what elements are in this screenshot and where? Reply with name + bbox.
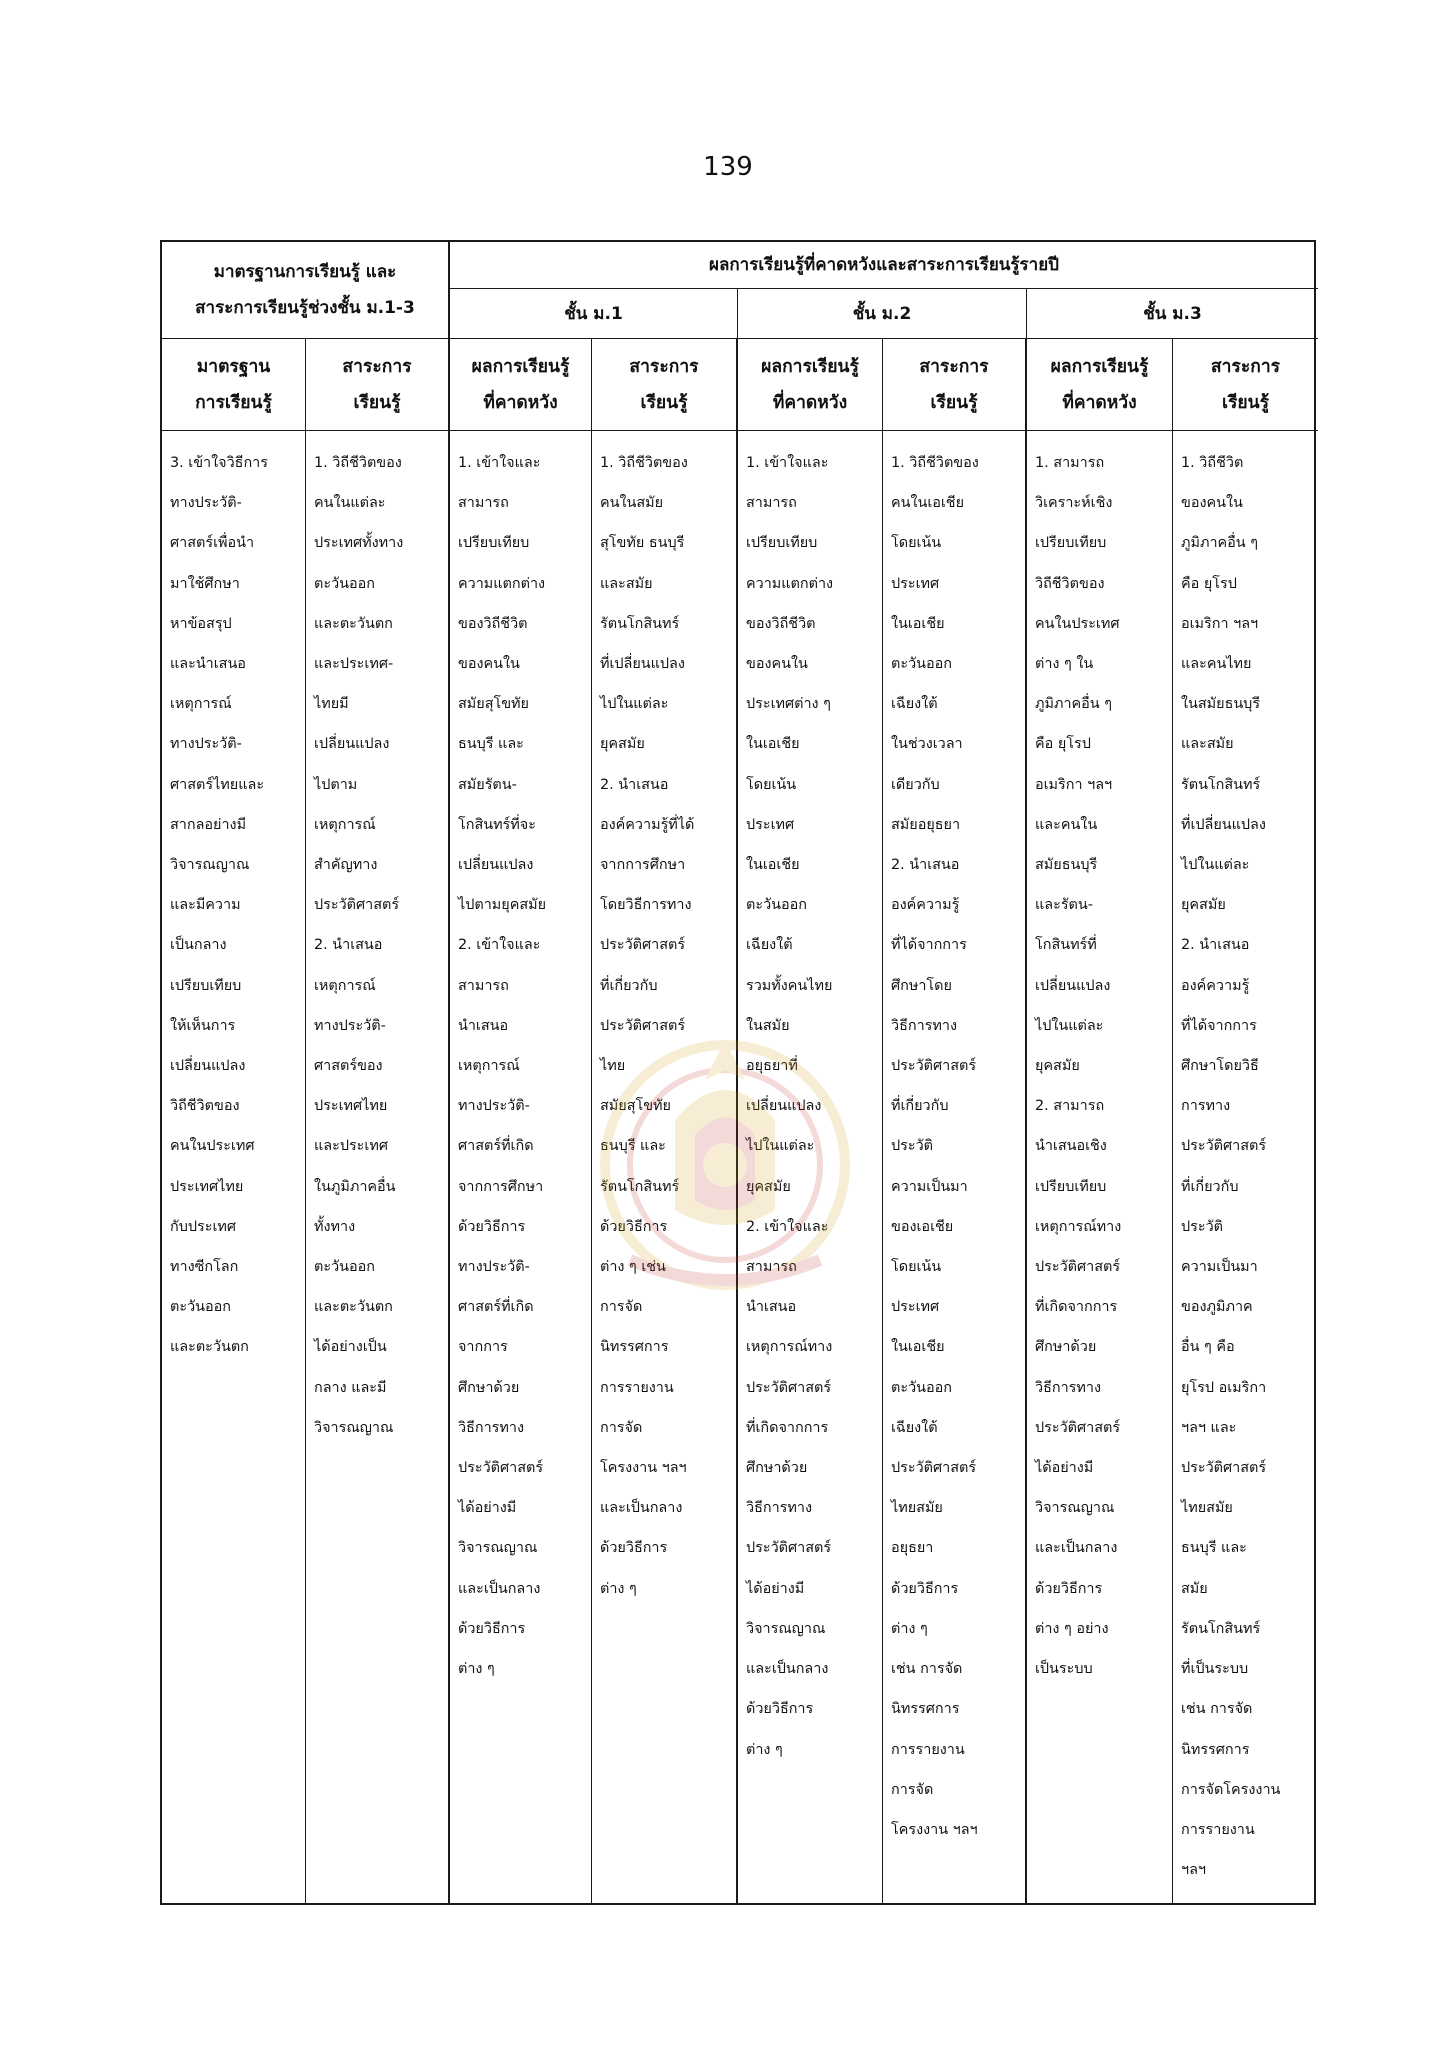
standards-header-line-1: มาตรฐานการเรียนรู้ และ	[213, 262, 397, 282]
cell-text-line: วิจารณญาณ	[1035, 1500, 1115, 1517]
cell-text-line: เฉียงใต้	[891, 1419, 938, 1436]
cell-text-line: ของคนใน	[1181, 495, 1243, 512]
cell-text-line: ต่าง ๆ อย่าง	[1035, 1620, 1109, 1637]
cell-text-line: ต่าง ๆ	[746, 1741, 783, 1758]
cell-text-line: ให้เห็นการ	[170, 1017, 236, 1034]
body-cell-standard	[162, 431, 306, 1903]
cell-text-line: วิจารณญาณ	[314, 1419, 394, 1436]
cell-text-line: การรายงาน	[1181, 1821, 1255, 1838]
subheader-standard	[162, 339, 306, 431]
cell-text-line: ภูมิภาคอื่น ๆ	[1035, 696, 1112, 713]
cell-text-line: ประวัติศาสตร์	[1181, 1138, 1267, 1155]
cell-text-line: การจัด	[891, 1781, 934, 1798]
subheader-line: เรียนรู้	[353, 392, 401, 413]
cell-text-line: และตะวันตก	[314, 1299, 393, 1316]
cell-text-line: นำเสนอ	[458, 1017, 509, 1034]
cell-text-line: ประวัติศาสตร์	[600, 937, 686, 954]
cell-text-line: องค์ความรู้	[891, 897, 960, 914]
cell-text-line: โดยเน้น	[891, 1259, 942, 1276]
grade-header-m2: ชั้น ม.2	[738, 289, 1027, 339]
cell-text-line: การจัด	[600, 1419, 643, 1436]
cell-text-line: เปลี่ยนแปลง	[314, 736, 390, 753]
cell-text-line: อยุธยา	[891, 1540, 934, 1557]
cell-text-line: ฯลฯ และ	[1181, 1419, 1237, 1436]
cell-text-line: และมีความ	[170, 897, 241, 914]
cell-text-line: ประวัติศาสตร์	[314, 897, 400, 914]
cell-text-line: เหตุการณ์	[458, 1058, 520, 1075]
cell-text-line: ต่าง ๆ	[891, 1620, 928, 1637]
cell-text-line: จากการศึกษา	[600, 857, 686, 874]
subheader-line: เรียนรู้	[1222, 392, 1269, 413]
cell-text-line: วิถีชีวิตของ	[1035, 575, 1105, 592]
cell-text-line: จากการ	[458, 1339, 508, 1356]
body-cell-content	[306, 431, 450, 1903]
cell-text-line: ประวัติศาสตร์	[458, 1460, 544, 1477]
cell-text-line: สมัยอยุธยา	[891, 816, 961, 833]
cell-text-line: ด้วยวิธีการ	[891, 1580, 959, 1597]
cell-text-line: รัตนโกสินทร์	[600, 1178, 680, 1195]
cell-text-line: และเป็นกลาง	[458, 1580, 541, 1597]
cell-text-line: ศึกษาด้วย	[1035, 1339, 1097, 1356]
cell-text-line: ความเป็นมา	[1181, 1259, 1258, 1276]
cell-text-line: สำคัญทาง	[314, 857, 378, 874]
cell-text-line: อยุธยาที่	[746, 1058, 798, 1075]
subheader-line: สาระการ	[342, 356, 412, 377]
cell-text-line: โดยเน้น	[746, 776, 797, 793]
cell-text-line: ด้วยวิธีการ	[458, 1218, 526, 1235]
cell-text-line: ด้วยวิธีการ	[746, 1701, 814, 1718]
cell-text-line: ในเอเชีย	[746, 736, 800, 753]
cell-text-line: หาข้อสรุป	[170, 615, 232, 632]
subheader-m3-outcomes	[1027, 339, 1173, 431]
cell-text-line: เปลี่ยนแปลง	[170, 1058, 246, 1075]
cell-text-line: กลาง และมี	[314, 1379, 387, 1396]
cell-text-line: ของวิถีชีวิต	[746, 615, 816, 632]
cell-text-line: เหตุการณ์	[314, 977, 376, 994]
cell-text-line: ทางประวัติ-	[170, 736, 242, 753]
cell-text-line: ที่เปลี่ยนแปลง	[600, 656, 685, 673]
cell-text-line: ยุคสมัย	[1035, 1058, 1080, 1075]
cell-text-line: เฉียงใต้	[746, 937, 793, 954]
cell-text-line: คนในแต่ละ	[314, 495, 386, 512]
cell-text-line: ไทยสมัย	[891, 1500, 943, 1517]
cell-text-line: 2. เข้าใจและ	[746, 1218, 829, 1235]
cell-text-line: เปรียบเทียบ	[170, 977, 242, 994]
cell-text-line: ประวัติศาสตร์	[1035, 1419, 1121, 1436]
cell-text-line: ความแตกต่าง	[458, 575, 546, 592]
cell-text-line: ประวัติศาสตร์	[600, 1017, 686, 1034]
cell-text-line: ไปในแต่ละ	[1181, 857, 1250, 874]
cell-text-line: และรัตน-	[1035, 897, 1093, 914]
cell-text-line: ยุคสมัย	[746, 1178, 791, 1195]
cell-text-line: 1. วิถีชีวิตของ	[600, 455, 688, 471]
subheader-m1-outcomes	[450, 339, 592, 431]
cell-text-line: มาใช้ศึกษา	[170, 575, 240, 592]
cell-text-line: และเป็นกลาง	[1035, 1540, 1118, 1557]
cell-text-line: ไปในแต่ละ	[746, 1138, 815, 1155]
cell-text-line: การจัด	[600, 1299, 643, 1316]
cell-text-line: ตะวันออก	[891, 1379, 952, 1396]
cell-text-line: ประวัติศาสตร์	[891, 1460, 977, 1477]
cell-text-line: ด้วยวิธีการ	[458, 1620, 526, 1637]
cell-text-line: ที่เกี่ยวกับ	[600, 977, 658, 994]
cell-text-line: สมัยสุโขทัย	[458, 696, 529, 713]
cell-text-line: ด้วยวิธีการ	[600, 1218, 668, 1235]
cell-text-line: เปรียบเทียบ	[1035, 1178, 1107, 1195]
subheader-line: สาระการ	[629, 356, 699, 377]
cell-text-line: ประวัติ	[1181, 1218, 1224, 1235]
cell-text-line: ในช่วงเวลา	[891, 736, 963, 753]
cell-text-line: คนในสมัย	[600, 495, 664, 512]
subheader-m3-content	[1173, 339, 1318, 431]
cell-text-line: โกสินทร์ที่จะ	[458, 816, 536, 833]
cell-text-line: สามารถ	[746, 495, 797, 512]
cell-text-line: และตะวันตก	[170, 1339, 249, 1356]
cell-text-line: โกสินทร์ที่	[1035, 937, 1097, 954]
subheader-content	[306, 339, 450, 431]
cell-text-line: ที่ได้จากการ	[891, 937, 967, 954]
subheader-line: ที่คาดหวัง	[483, 392, 558, 413]
cell-text-line: เปรียบเทียบ	[458, 535, 530, 552]
body-cell-m1-content	[592, 431, 738, 1903]
cell-text-line: วิธีการทาง	[746, 1500, 812, 1517]
cell-text-line: รัตนโกสินทร์	[600, 615, 680, 632]
cell-text-line: วิธีการทาง	[1035, 1379, 1101, 1396]
cell-text-line: ทางประวัติ-	[458, 1098, 530, 1115]
cell-text-line: ในสมัย	[746, 1017, 790, 1034]
cell-text-line: 3. เข้าใจวิธีการ	[170, 455, 268, 471]
cell-text-line: ไปตาม	[314, 776, 358, 793]
cell-text-line: วิจารณญาณ	[746, 1620, 826, 1637]
cell-text-line: ของคนใน	[746, 656, 808, 673]
cell-text-line: ทั้งทาง	[314, 1218, 356, 1235]
cell-text-line: นิทรรศการ	[1181, 1741, 1250, 1758]
cell-text-line: 2. นำเสนอ	[600, 776, 669, 793]
cell-text-line: และคนไทย	[1181, 656, 1252, 673]
cell-text-line: สามารถ	[458, 977, 509, 994]
cell-text-line: ประวัติศาสตร์	[746, 1379, 832, 1396]
cell-text-line: ที่ได้จากการ	[1181, 1017, 1257, 1034]
cell-text-line: เช่น การจัด	[891, 1661, 963, 1678]
cell-text-line: และสมัย	[600, 575, 653, 592]
cell-text-line: สามารถ	[458, 495, 509, 512]
cell-text-line: ตะวันออก	[746, 897, 807, 914]
cell-text-line: และประเทศ	[314, 1138, 388, 1155]
cell-text-line: เหตุการณ์ทาง	[746, 1339, 833, 1356]
cell-text-line: และตะวันตก	[314, 615, 393, 632]
cell-text-line: 2. นำเสนอ	[314, 937, 383, 954]
cell-text-line: สมัย	[1181, 1580, 1208, 1597]
cell-text-line: ไทยสมัย	[1181, 1500, 1233, 1517]
cell-text-line: ที่เกี่ยวกับ	[1181, 1178, 1239, 1195]
subheader-line: ผลการเรียนรู้	[471, 356, 570, 377]
cell-text-line: ต่าง ๆ เช่น	[600, 1259, 666, 1276]
cell-text-line: ต่าง ๆ	[458, 1661, 495, 1678]
cell-text-line: เป็นกลาง	[170, 937, 227, 954]
cell-text-line: ประเทศต่าง ๆ	[746, 696, 831, 713]
cell-text-line: 1. วิถีชีวิต	[1181, 455, 1244, 471]
standards-header	[162, 242, 450, 339]
cell-text-line: ประวัติศาสตร์	[746, 1540, 832, 1557]
cell-text-line: ที่เกิดจากการ	[1035, 1299, 1118, 1316]
cell-text-line: ตะวันออก	[170, 1299, 231, 1316]
cell-text-line: 1. วิถีชีวิตของ	[891, 455, 979, 471]
cell-text-line: นิทรรศการ	[891, 1701, 960, 1718]
cell-text-line: 2. เข้าใจและ	[458, 937, 541, 954]
subheader-line: ผลการเรียนรู้	[761, 356, 859, 377]
cell-text-line: อื่น ๆ คือ	[1181, 1339, 1235, 1356]
cell-text-line: รวมทั้งคนไทย	[746, 977, 833, 994]
cell-text-line: ทางประวัติ-	[458, 1259, 530, 1276]
cell-text-line: วิธีการทาง	[891, 1017, 957, 1034]
cell-text-line: โดยวิธีการทาง	[600, 897, 692, 914]
cell-text-line: ฯลฯ	[1181, 1862, 1206, 1879]
cell-text-line: การทาง	[1181, 1098, 1231, 1115]
cell-text-line: ต่าง ๆ	[600, 1580, 637, 1597]
cell-text-line: เช่น การจัด	[1181, 1701, 1253, 1718]
body-cell-m3-outcomes	[1027, 431, 1173, 1903]
cell-text-line: ยุคสมัย	[1181, 897, 1226, 914]
page-number: 139	[703, 152, 753, 182]
cell-text-line: เดียวกับ	[891, 776, 940, 793]
cell-text-line: นำเสนอเชิง	[1035, 1138, 1107, 1155]
cell-text-line: 1. เข้าใจและ	[458, 455, 541, 471]
cell-text-line: ในสมัยธนบุรี	[1181, 696, 1261, 713]
cell-text-line: เหตุการณ์	[314, 816, 376, 833]
subheader-line: สาระการ	[1210, 356, 1281, 377]
cell-text-line: ธนบุรี และ	[1181, 1540, 1247, 1557]
cell-text-line: ไปในแต่ละ	[600, 696, 669, 713]
cell-text-line: เฉียงใต้	[891, 696, 938, 713]
cell-text-line: การรายงาน	[600, 1379, 674, 1396]
cell-text-line: ด้วยวิธีการ	[600, 1540, 668, 1557]
cell-text-line: 2. นำเสนอ	[891, 857, 960, 874]
cell-text-line: ได้อย่างมี	[1035, 1460, 1094, 1477]
cell-text-line: คือ ยุโรป	[1035, 736, 1091, 753]
cell-text-line: ภูมิภาคอื่น ๆ	[1181, 535, 1258, 552]
cell-text-line: ตะวันออก	[891, 656, 952, 673]
subheader-line: สาระการ	[919, 356, 989, 377]
cell-text-line: วิจารณญาณ	[170, 857, 250, 874]
subheader-line: เรียนรู้	[930, 392, 978, 413]
cell-text-line: สมัยรัตน-	[458, 776, 517, 793]
body-cell-m3-content	[1173, 431, 1318, 1903]
cell-text-line: 1. สามารถ	[1035, 455, 1105, 471]
cell-text-line: ประเทศ	[746, 816, 795, 833]
cell-text-line: ที่เป็นระบบ	[1181, 1661, 1249, 1678]
cell-text-line: เปลี่ยนแปลง	[458, 857, 534, 874]
cell-text-line: และประเทศ-	[314, 656, 394, 673]
cell-text-line: ประเทศ	[891, 1299, 940, 1316]
cell-text-line: ไปในแต่ละ	[1035, 1017, 1104, 1034]
cell-text-line: การรายงาน	[891, 1741, 965, 1758]
cell-text-line: ธนบุรี และ	[458, 736, 524, 753]
body-cell-m2-outcomes	[738, 431, 883, 1903]
cell-text-line: 2. สามารถ	[1035, 1098, 1105, 1115]
cell-text-line: ศึกษาด้วย	[746, 1460, 808, 1477]
cell-text-line: เปลี่ยนแปลง	[746, 1098, 822, 1115]
cell-text-line: คนในประเทศ	[170, 1138, 255, 1155]
cell-text-line: ไทย	[600, 1058, 626, 1075]
cell-text-line: จากการศึกษา	[458, 1178, 544, 1195]
body-cell-m2-content	[883, 431, 1027, 1903]
cell-text-line: ในภูมิภาคอื่น	[314, 1178, 396, 1195]
cell-text-line: ศาสตร์ไทยและ	[170, 776, 265, 793]
cell-text-line: ประเทศทั้งทาง	[314, 535, 404, 552]
cell-text-line: 2. นำเสนอ	[1181, 937, 1250, 954]
cell-text-line: ประเทศ	[891, 575, 940, 592]
cell-text-line: ประเทศไทย	[314, 1098, 388, 1115]
cell-text-line: และนำเสนอ	[170, 656, 246, 673]
cell-text-line: ประเทศไทย	[170, 1178, 244, 1195]
cell-text-line: 1. เข้าใจและ	[746, 455, 829, 471]
cell-text-line: ตะวันออก	[314, 575, 375, 592]
cell-text-line: ศาสตร์ที่เกิด	[458, 1299, 534, 1316]
cell-text-line: ของวิถีชีวิต	[458, 615, 528, 632]
cell-text-line: ทางประวัติ-	[314, 1017, 386, 1034]
cell-text-line: และเป็นกลาง	[746, 1661, 829, 1678]
cell-text-line: ในเอเชีย	[891, 1339, 945, 1356]
cell-text-line: เหตุการณ์ทาง	[1035, 1218, 1122, 1235]
cell-text-line: ได้อย่างมี	[458, 1500, 517, 1517]
cell-text-line: ได้อย่างมี	[746, 1580, 805, 1597]
cell-text-line: เป็นระบบ	[1035, 1661, 1093, 1678]
grade-header-m3: ชั้น ม.3	[1027, 289, 1318, 339]
cell-text-line: โครงงาน ฯลฯ	[891, 1821, 978, 1838]
cell-text-line: ธนบุรี และ	[600, 1138, 666, 1155]
cell-text-line: ความแตกต่าง	[746, 575, 834, 592]
cell-text-line: ไปตามยุคสมัย	[458, 897, 547, 914]
subheader-m1-content	[592, 339, 738, 431]
cell-text-line: ต่าง ๆ ใน	[1035, 656, 1094, 673]
cell-text-line: กับประเทศ	[170, 1218, 236, 1235]
cell-text-line: ศาสตร์ที่เกิด	[458, 1138, 534, 1155]
cell-text-line: โครงงาน ฯลฯ	[600, 1460, 687, 1477]
body-cell-m1-outcomes	[450, 431, 592, 1903]
cell-text-line: สามารถ	[746, 1259, 797, 1276]
cell-text-line: สมัยสุโขทัย	[600, 1098, 671, 1115]
cell-text-line: และคนใน	[1035, 816, 1098, 833]
cell-text-line: ประวัติศาสตร์	[1035, 1259, 1121, 1276]
cell-text-line: อเมริกา ฯลฯ	[1181, 615, 1259, 632]
cell-text-line: ศาสตร์เพื่อนำ	[170, 535, 255, 552]
cell-text-line: เปรียบเทียบ	[746, 535, 818, 552]
cell-text-line: ในเอเชีย	[891, 615, 945, 632]
expected-outcomes-header: ผลการเรียนรู้ที่คาดหวังและสาระการเรียนรู้รายปี	[450, 242, 1318, 289]
subheader-m2-outcomes	[738, 339, 883, 431]
subheader-m2-content	[883, 339, 1027, 431]
cell-text-line: โดยเน้น	[891, 535, 942, 552]
cell-text-line: ตะวันออก	[314, 1259, 375, 1276]
cell-text-line: วิถีชีวิตของ	[170, 1098, 240, 1115]
subheader-line: ผลการเรียนรู้	[1050, 356, 1149, 377]
cell-text-line: ยุคสมัย	[600, 736, 645, 753]
subheader-line: ที่คาดหวัง	[1062, 392, 1137, 413]
cell-text-line: องค์ความรู้	[1181, 977, 1250, 994]
cell-text-line: และสมัย	[1181, 736, 1234, 753]
grade-header-m1: ชั้น ม.1	[450, 289, 738, 339]
cell-text-line: องค์ความรู้ที่ได้	[600, 816, 695, 833]
cell-text-line: ที่เปลี่ยนแปลง	[1181, 816, 1266, 833]
cell-text-line: วิจารณญาณ	[458, 1540, 538, 1557]
cell-text-line: การจัดโครงงาน	[1181, 1781, 1281, 1798]
cell-text-line: สากลอย่างมี	[170, 816, 247, 833]
cell-text-line: วิธีการทาง	[458, 1419, 524, 1436]
cell-text-line: นำเสนอ	[746, 1299, 797, 1316]
cell-text-line: วิเคราะห์เชิง	[1035, 495, 1113, 512]
cell-text-line: คือ ยุโรป	[1181, 575, 1237, 592]
cell-text-line: ทางซีกโลก	[170, 1259, 239, 1276]
curriculum-table	[160, 240, 1316, 1905]
cell-text-line: เปรียบเทียบ	[1035, 535, 1107, 552]
cell-text-line: ศึกษาด้วย	[458, 1379, 520, 1396]
cell-text-line: รัตนโกสินทร์	[1181, 776, 1261, 793]
cell-text-line: ไทยมี	[314, 696, 349, 713]
cell-text-line: ประวัติ	[891, 1138, 934, 1155]
standards-header-line-2: สาระการเรียนรู้ช่วงชั้น ม.1-3	[195, 298, 415, 318]
cell-text-line: ได้อย่างเป็น	[314, 1339, 387, 1356]
cell-text-line: เปลี่ยนแปลง	[1035, 977, 1111, 994]
cell-text-line: อเมริกา ฯลฯ	[1035, 776, 1113, 793]
cell-text-line: ศาสตร์ของ	[314, 1058, 383, 1075]
subheader-line: ที่คาดหวัง	[772, 392, 848, 413]
cell-text-line: ที่เกิดจากการ	[746, 1419, 829, 1436]
cell-text-line: เหตุการณ์	[170, 696, 232, 713]
cell-text-line: ของภูมิภาค	[1181, 1299, 1253, 1316]
cell-text-line: ทางประวัติ-	[170, 495, 242, 512]
cell-text-line: 1. วิถีชีวิตของ	[314, 455, 402, 471]
cell-text-line: คนในเอเชีย	[891, 495, 965, 512]
subheader-line: มาตรฐาน	[196, 356, 271, 377]
cell-text-line: สมัยธนบุรี	[1035, 857, 1098, 874]
cell-text-line: ด้วยวิธีการ	[1035, 1580, 1103, 1597]
cell-text-line: ประวัติศาสตร์	[891, 1058, 977, 1075]
cell-text-line: ของคนใน	[458, 656, 520, 673]
cell-text-line: รัตนโกสินทร์	[1181, 1620, 1261, 1637]
cell-text-line: คนในประเทศ	[1035, 615, 1120, 632]
cell-text-line: นิทรรศการ	[600, 1339, 669, 1356]
subheader-line: การเรียนรู้	[195, 392, 272, 413]
subheader-line: เรียนรู้	[640, 392, 688, 413]
cell-text-line: สุโขทัย ธนบุรี	[600, 535, 685, 552]
cell-text-line: และเป็นกลาง	[600, 1500, 683, 1517]
cell-text-line: ที่เกี่ยวกับ	[891, 1098, 949, 1115]
cell-text-line: ยุโรป อเมริกา	[1181, 1379, 1267, 1396]
cell-text-line: ความเป็นมา	[891, 1178, 968, 1195]
cell-text-line: ของเอเชีย	[891, 1218, 954, 1235]
cell-text-line: ศึกษาโดยวิธี	[1181, 1058, 1259, 1075]
cell-text-line: ประวัติศาสตร์	[1181, 1460, 1267, 1477]
cell-text-line: ศึกษาโดย	[891, 977, 952, 994]
cell-text-line: ในเอเชีย	[746, 857, 800, 874]
